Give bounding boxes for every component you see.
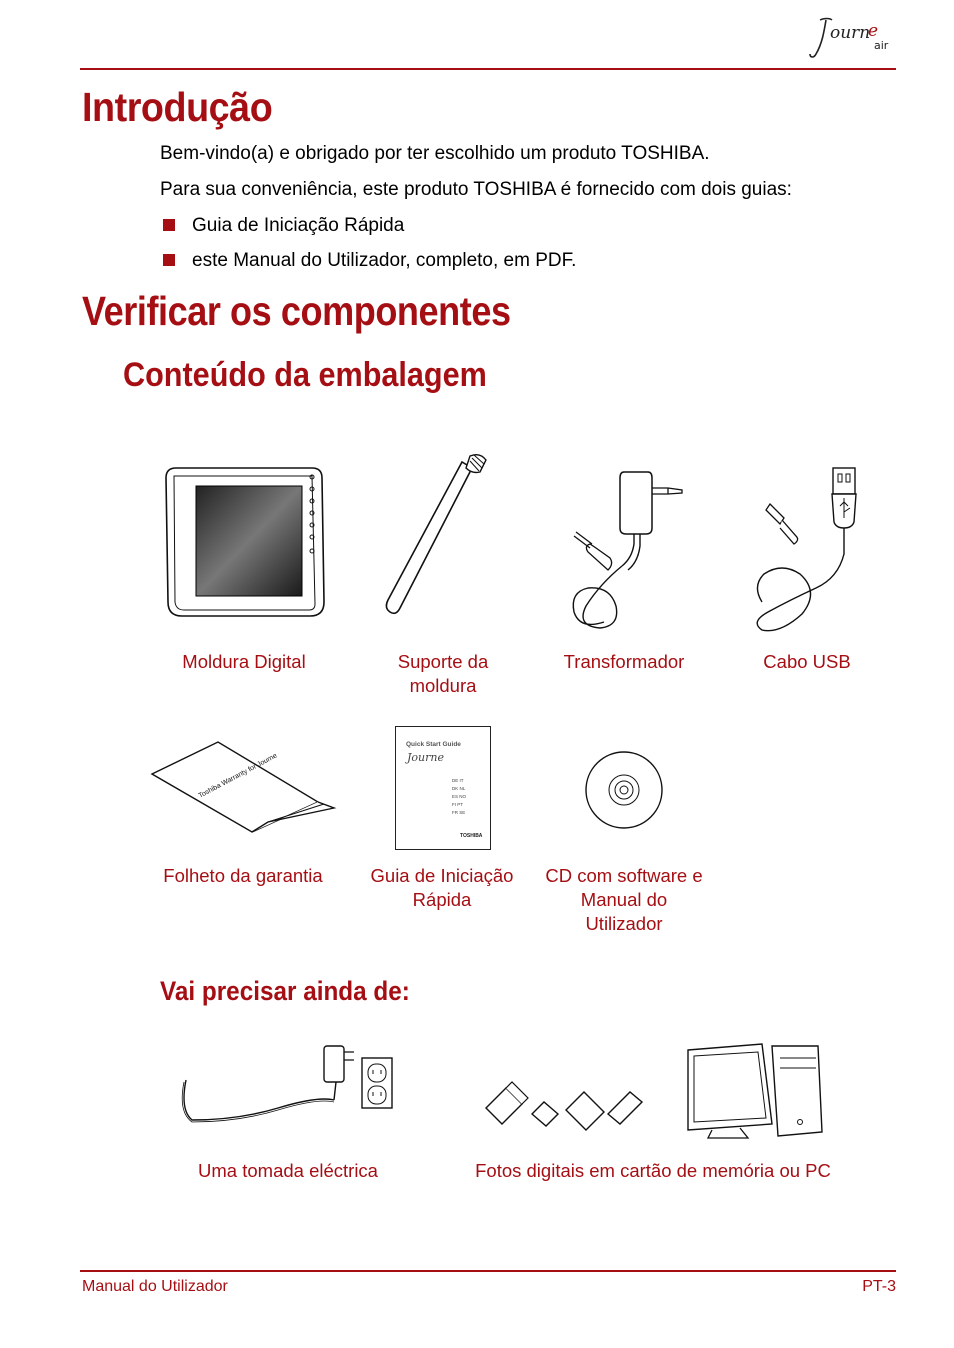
bullet-text: este Manual do Utilizador, completo, em PDF.	[192, 250, 577, 271]
frame-stand-icon	[382, 450, 512, 620]
intro-title: Introdução	[82, 84, 273, 130]
bullet-marker	[163, 254, 175, 266]
guide-cover-langs: DE IT DK NL ES NO FI PT FR SE	[452, 778, 467, 815]
power-outlet-icon	[178, 1040, 398, 1126]
package-item-label: CD com software e Manual do Utilizador	[545, 865, 703, 934]
package-item-label: Cabo USB	[763, 651, 851, 672]
intro-paragraph: Para sua conveniência, este produto TOSHIBA é fornecido com dois guias:	[160, 179, 792, 200]
usb-cable-icon	[740, 462, 870, 632]
bullet-text: Guia de Iniciação Rápida	[192, 215, 405, 236]
need-title: Vai precisar ainda de:	[160, 976, 410, 1006]
quick-start-guide-icon	[395, 726, 491, 850]
package-item-label: Guia de Iniciação Rápida	[370, 865, 514, 910]
page-number: PT-3	[862, 1278, 896, 1295]
need-item-label: Uma tomada eléctrica	[198, 1160, 378, 1181]
svg-text:ourn: ourn	[830, 23, 871, 43]
svg-text:e: e	[868, 21, 879, 41]
memory-cards-pc-icon	[482, 1038, 832, 1148]
digital-frame-icon	[162, 462, 328, 622]
package-item-label: Transformador	[563, 651, 685, 672]
leaflet-text: Toshiba Warranty for Journe	[197, 752, 279, 800]
footer-left: Manual do Utilizador	[82, 1278, 228, 1295]
logo-graphic	[806, 12, 898, 62]
package-item-label: Moldura Digital	[182, 651, 306, 672]
power-adapter-icon	[556, 466, 692, 636]
need-item-label: Fotos digitais em cartão de memória ou PC	[475, 1160, 831, 1181]
cd-icon	[584, 750, 664, 830]
svg-text:air: air	[874, 39, 889, 52]
footer-rule	[80, 1270, 896, 1272]
guide-cover-title: Quick Start Guide	[406, 741, 461, 748]
verify-title: Verificar os componentes	[82, 288, 511, 334]
package-item-label: Suporte da moldura	[397, 651, 489, 696]
bullet-marker	[163, 219, 175, 231]
guide-cover-brand: TOSHIBA	[460, 833, 483, 839]
package-item-label: Folheto da garantia	[163, 865, 323, 886]
intro-paragraph: Bem-vindo(a) e obrigado por ter escolhido um produto TOSHIBA.	[160, 143, 710, 164]
guide-cover-logo: Journe	[407, 751, 444, 764]
journe-air-logo	[806, 12, 898, 62]
warranty-leaflet-icon	[148, 738, 338, 834]
package-subtitle: Conteúdo da embalagem	[123, 356, 487, 394]
header-rule	[80, 68, 896, 70]
